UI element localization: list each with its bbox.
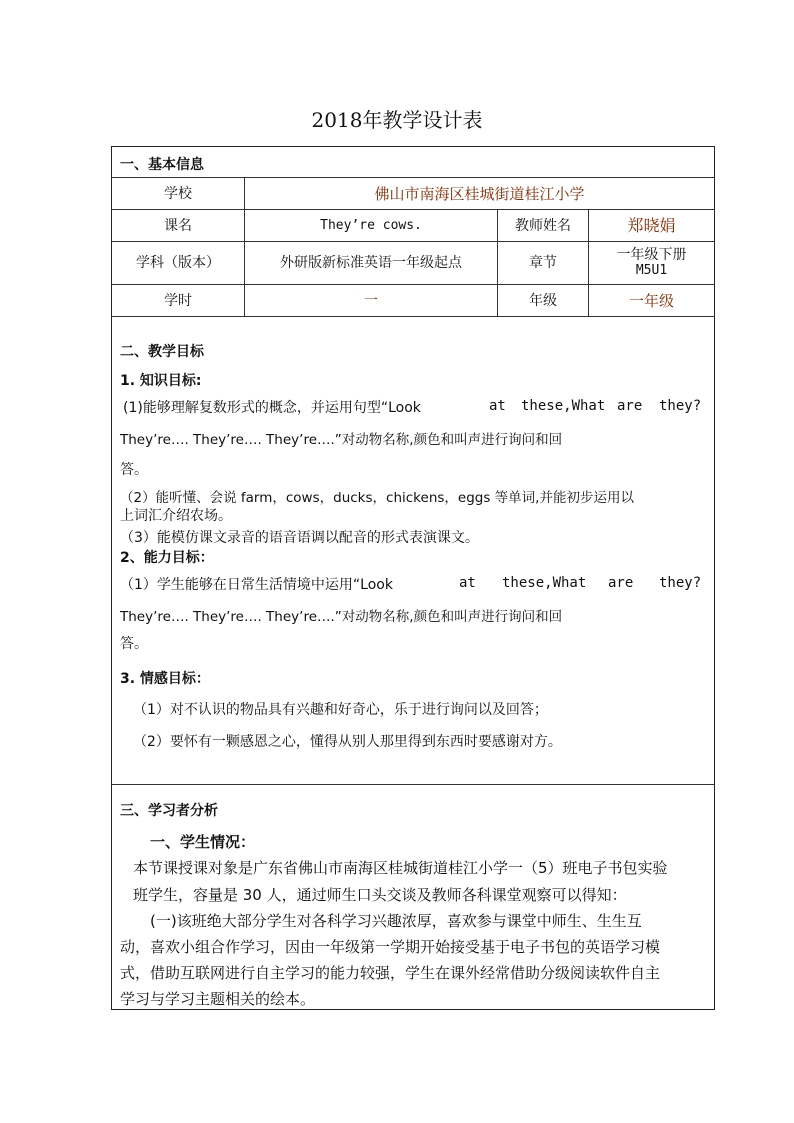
grade-label: 年级 (529, 292, 557, 309)
document-title: 2018年教学设计表 (311, 108, 483, 132)
knowledge-goal-1-line1b: at (489, 398, 506, 414)
chapter-value-line1: 一年级下册 (616, 247, 687, 263)
ability-goal-1-line1c: these,What (502, 575, 587, 591)
analysis-p2-line1: (一)该班绝大部分学生对各科学习兴趣浓厚，喜欢参与课堂中师生、生生互 (150, 912, 642, 930)
grade-value: 一年级 (628, 291, 674, 310)
course-label: 课名 (164, 217, 192, 234)
ability-goal-1-line1a: （1）学生能够在日常生活情境中运用“Look (120, 577, 393, 593)
analysis-p2-line3: 式，借助互联网进行自主学习的能力较强，学生在课外经常借助分级阅读软件自主 (120, 964, 661, 982)
analysis-p2-line4: 学习与学习主题相关的绘本。 (120, 990, 316, 1008)
chapter-value-line2: M5U1 (635, 263, 668, 278)
knowledge-goal-3: （3）能模仿课文录音的语音语调以配音的形式表演课文。 (120, 530, 479, 546)
student-situation-heading: 一、学生情况： (150, 833, 256, 851)
knowledge-goal-1-line3: 答。 (120, 462, 148, 478)
knowledge-goal-1-line1a: (1)能够理解复数形式的概念，并运用句型“Look (123, 400, 421, 416)
subject-label: 学科（版本） (136, 255, 220, 271)
hours-value: 一 (364, 292, 378, 309)
ability-goal-1-line3: 答。 (120, 636, 148, 652)
course-value: They’re cows. (320, 217, 422, 233)
knowledge-goal-1-line1c: these,What (521, 398, 606, 414)
teacher-value: 郑晓娟 (627, 215, 676, 235)
chapter-label: 章节 (529, 255, 557, 271)
ability-goal-1-line2: They’re…. They’re…. They’re….”对动物名称,颜色和叫声进行询问和回 (120, 609, 563, 625)
knowledge-goal-2-line1: （2）能听懂、会说 farm，cows，ducks，chickens，eggs 等单词,并能初步运用以 (120, 490, 634, 506)
emotion-goal-1: （1）对不认识的物品具有兴趣和好奇心，乐于进行询问以及回答； (133, 702, 548, 718)
knowledge-goal-2-line2: 上词汇介绍农场。 (120, 508, 232, 524)
knowledge-goal-1-line2: They’re…. They’re…. They’re….”对动物名称,颜色和叫声进行询问和回 (120, 432, 563, 448)
ability-goal-heading: 2、能力目标： (120, 550, 214, 566)
knowledge-goal-1-line1e: they? (659, 398, 702, 414)
section-heading-basic-info: 一、基本信息 (120, 157, 204, 173)
emotion-goal-heading: 3. 情感目标： (120, 671, 210, 687)
section-heading-goals: 二、教学目标 (120, 344, 204, 360)
ability-goal-1-line1b: at (459, 575, 476, 591)
analysis-p2-line2: 动，喜欢小组合作学习，因由一年级第一学期开始接受基于电子书包的英语学习模 (120, 938, 661, 956)
section-heading-learner-analysis: 三、学习者分析 (120, 803, 218, 819)
emotion-goal-2: （2）要怀有一颗感恩之心，懂得从别人那里得到东西时要感谢对方。 (133, 734, 562, 750)
hours-label: 学时 (164, 292, 192, 309)
divider (112, 316, 714, 317)
chapter-value (589, 242, 714, 284)
knowledge-goal-heading: 1. 知识目标: (120, 373, 202, 389)
ability-goal-1-line1e: they? (659, 575, 702, 591)
subject-value: 外研版新标准英语一年级起点 (280, 255, 462, 271)
school-value: 佛山市南海区桂城街道桂江小学 (374, 184, 585, 203)
school-label: 学校 (164, 185, 192, 202)
ability-goal-1-line1d: are (608, 575, 634, 591)
teacher-label: 教师姓名 (515, 217, 571, 234)
divider (112, 784, 714, 785)
knowledge-goal-1-line1d: are (617, 398, 643, 414)
analysis-p1-line2: 班学生，容量是 30 人，通过师生口头交谈及教师各科课堂观察可以得知： (133, 886, 627, 904)
analysis-p1-line1: 本节课授课对象是广东省佛山市南海区桂城街道桂江小学一（5）班电子书包实验 (133, 859, 668, 877)
